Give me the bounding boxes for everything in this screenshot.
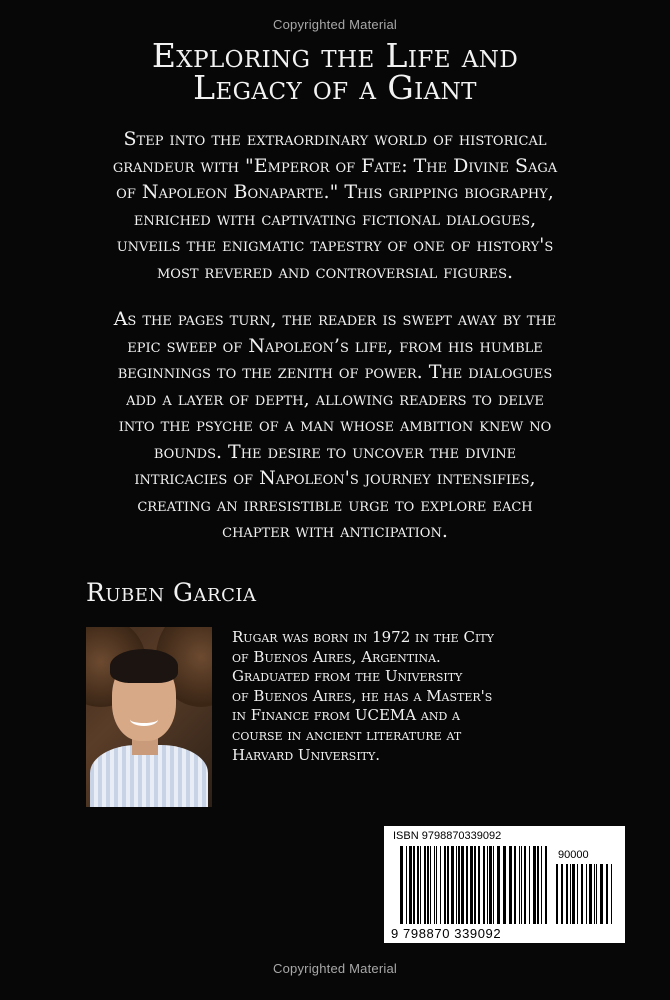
blurb-line: intricacies of Napoleon's journey intensifies, [134,467,536,489]
barcode-bar [566,864,568,924]
barcode-bar [478,846,480,924]
barcode-bar [503,846,506,924]
barcode-bar [581,864,583,924]
watermark-bottom: Copyrighted Material [273,961,397,976]
barcode-bar [440,846,441,924]
blurb-paragraph-1 [40,126,630,285]
barcode-bar [611,864,612,924]
blurb-line: As the pages turn, the reader is swept away by the [113,308,557,330]
barcode-bar [509,846,512,924]
headline [40,36,630,107]
barcode-bar [458,846,460,924]
barcode-bar [483,846,485,924]
blurb-line: enriched with captivating fictional dialogues, [133,207,537,230]
barcode-bar [456,846,457,924]
barcode-bar [529,846,530,924]
blurb-line: into the psyche of a man whose ambition knew no [118,414,552,436]
barcode-bar [545,846,547,924]
bio-line: of Buenos Aires, Argentina. [232,647,441,666]
barcode-bar [586,864,587,924]
barcode-bar [524,846,526,924]
barcode-bar [430,846,431,924]
barcode-bar [561,864,563,924]
addon-bars [556,864,612,924]
barcode-bar [420,846,421,924]
barcode-bar [572,864,575,924]
isbn-label: ISBN 9798870339092 [393,830,502,842]
isbn-barcode [384,826,625,943]
barcode-bar [594,864,595,924]
barcode-bar [417,846,419,924]
photo-hair [110,649,178,683]
barcode-bar [447,846,449,924]
bio-line: Harvard University. [232,745,381,764]
barcode-bar [444,846,446,924]
barcode-bar [556,864,558,924]
watermark-top: Copyrighted Material [273,17,397,32]
ean-bars [400,846,547,924]
bio-line: Rugar was born in 1972 in the City [232,628,494,646]
blurb-line: bounds. The desire to uncover the divine [153,440,517,463]
bio-line: of Buenos Aires, he has a Master's [232,686,493,705]
barcode-bar [489,846,492,924]
barcode-bar [589,864,592,924]
barcode-bar [537,846,539,924]
headline-line-2: Legacy of a Giant [193,68,477,107]
barcode-bar [461,846,464,924]
blurb-line: most revered and controversial figures. [156,260,514,283]
barcode-bar [424,846,426,924]
ean-digits: 9 798870 339092 [391,926,502,941]
barcode-bar [434,846,435,924]
barcode-bar [493,846,494,924]
blurb-line: creating an irresistible urge to explore each [137,493,533,516]
barcode-bar [533,846,536,924]
barcode-bar [406,846,407,924]
barcode-bar [514,846,516,924]
bio-line: Graduated from the University [232,667,463,686]
bio-line: in Finance from UCEMA and a [232,706,460,725]
barcode-bar [400,846,403,924]
barcode-bar [413,846,415,924]
blurb-line: chapter with anticipation. [222,520,448,542]
barcode-bar [470,846,473,924]
barcode-bar [409,846,412,924]
barcode-bar [436,846,437,924]
price-code: 90000 [558,849,589,861]
author-photo [86,627,212,807]
blurb-paragraph-2 [40,306,630,545]
barcode-bar [596,864,597,924]
blurb-line: of Napoleon Bonaparte." This gripping biography, [116,181,554,203]
barcode-bar [541,846,542,924]
headline-line-1: Exploring the Life and [151,36,519,75]
barcode-bar [519,846,520,924]
photo-smile [130,713,158,726]
barcode-bar [487,846,488,924]
barcode-bar [497,846,500,924]
barcode-bar [466,846,468,924]
blurb-line: unveils the enigmatic tapestry of one of history's [116,234,554,256]
bio-line: course in ancient literature at [232,725,462,744]
barcode-bar [451,846,454,924]
blurb-line: add a layer of depth, allowing readers to delve [126,387,544,410]
author-bio [232,628,532,765]
author-name: Ruben Garcia [86,578,257,607]
barcode-bar [600,864,603,924]
blurb-line: Step into the extraordinary world of historical [123,128,547,150]
barcode-bar [606,864,608,924]
barcode-bar [427,846,429,924]
blurb-line: epic sweep of Napoleon’s life, from his humble [127,334,543,357]
barcode-bar [474,846,476,924]
barcode-bar [577,864,578,924]
barcode-bar [521,846,522,924]
blurb-line: grandeur with "Emperor of Fate: The Divine Saga [112,154,558,177]
barcode-bar [570,864,571,924]
blurb-line: beginnings to the zenith of power. The dialogues [117,361,553,383]
